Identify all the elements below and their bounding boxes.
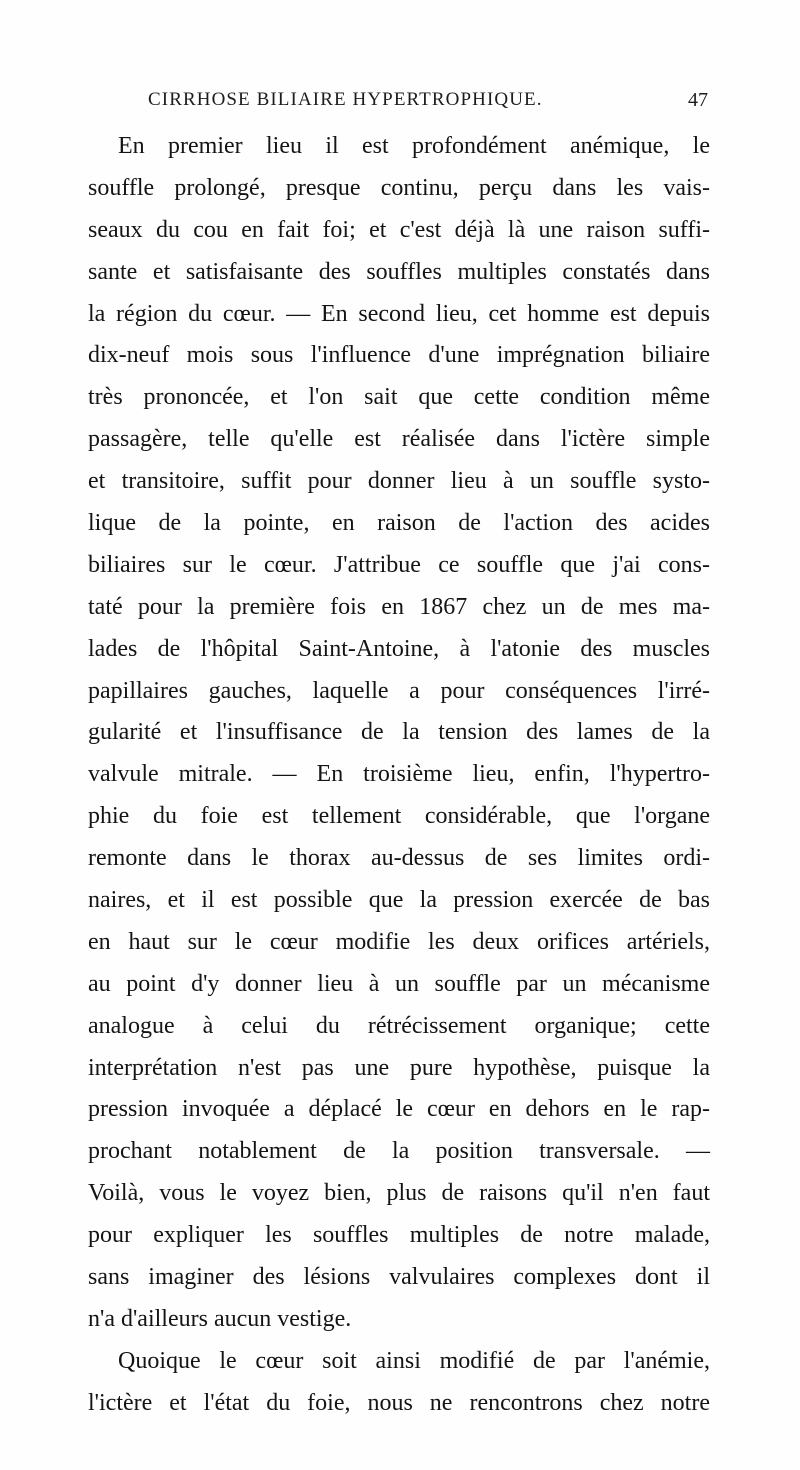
text-line: la région du cœur. — En second lieu, cet homme est depuis <box>88 300 710 327</box>
text-line: analogue à celui du rétrécissement organique; cette <box>88 1012 710 1039</box>
text-line: taté pour la première fois en 1867 chez un de mes ma- <box>88 593 710 620</box>
text-line: papillaires gauches, laquelle a pour conséquences l'irré- <box>88 677 710 704</box>
text-line: naires, et il est possible que la pression exercée de bas <box>88 887 710 914</box>
text-line: phie du foie est tellement considérable, que l'organe <box>88 803 710 830</box>
text-line: lique de la pointe, en raison de l'action des acides <box>88 510 710 537</box>
body-text <box>88 126 710 1425</box>
text-line: et transitoire, suffit pour donner lieu à un souffle systo- <box>88 468 710 495</box>
text-line: prochant notablement de la position transversale. — <box>88 1138 710 1165</box>
text-line: En premier lieu il est profondément anémique, le <box>118 133 710 159</box>
text-line: en haut sur le cœur modifie les deux orifices artériels, <box>88 928 710 955</box>
paragraph <box>88 126 710 1341</box>
text-line: sante et satisfaisante des souffles multiples constatés dans <box>88 258 710 285</box>
running-title: CIRRHOSE BILIAIRE HYPERTROPHIQUE. <box>148 89 543 110</box>
text-line: l'ictère et l'état du foie, nous ne rencontrons chez notre <box>88 1389 710 1416</box>
text-line: remonte dans le thorax au-dessus de ses limites ordi- <box>88 845 710 872</box>
text-line: pression invoquée a déplacé le cœur en dehors en le rap- <box>88 1096 710 1123</box>
text-line: valvule mitrale. — En troisième lieu, enfin, l'hypertro- <box>88 761 710 788</box>
text-line: au point d'y donner lieu à un souffle par un mécanisme <box>88 970 710 997</box>
text-line: n'a d'ailleurs aucun vestige. <box>88 1305 352 1332</box>
page-number: 47 <box>688 89 708 111</box>
text-line: très prononcée, et l'on sait que cette condition même <box>88 384 710 411</box>
text-line: pour expliquer les souffles multiples de notre malade, <box>88 1222 710 1249</box>
paragraph <box>88 1341 710 1425</box>
text-line: sans imaginer des lésions valvulaires complexes dont il <box>88 1264 710 1291</box>
text-line: dix-neuf mois sous l'influence d'une imprégnation biliaire <box>88 342 710 369</box>
text-line: Quoique le cœur soit ainsi modifié de par l'anémie, <box>118 1347 710 1374</box>
text-line: interprétation n'est pas une pure hypothèse, puisque la <box>88 1054 710 1081</box>
text-line: lades de l'hôpital Saint-Antoine, à l'atonie des muscles <box>88 635 710 662</box>
text-line: gularité et l'insuffisance de la tension des lames de la <box>88 719 710 746</box>
text-line: Voilà, vous le voyez bien, plus de raisons qu'il n'en faut <box>88 1180 710 1207</box>
text-line: souffle prolongé, presque continu, perçu dans les vais- <box>88 174 710 201</box>
text-line: passagère, telle qu'elle est réalisée dans l'ictère simple <box>88 426 710 453</box>
text-line: seaux du cou en fait foi; et c'est déjà là une raison suffi- <box>88 216 710 243</box>
text-line: biliaires sur le cœur. J'attribue ce souffle que j'ai cons- <box>88 551 710 578</box>
page-header <box>148 89 708 119</box>
